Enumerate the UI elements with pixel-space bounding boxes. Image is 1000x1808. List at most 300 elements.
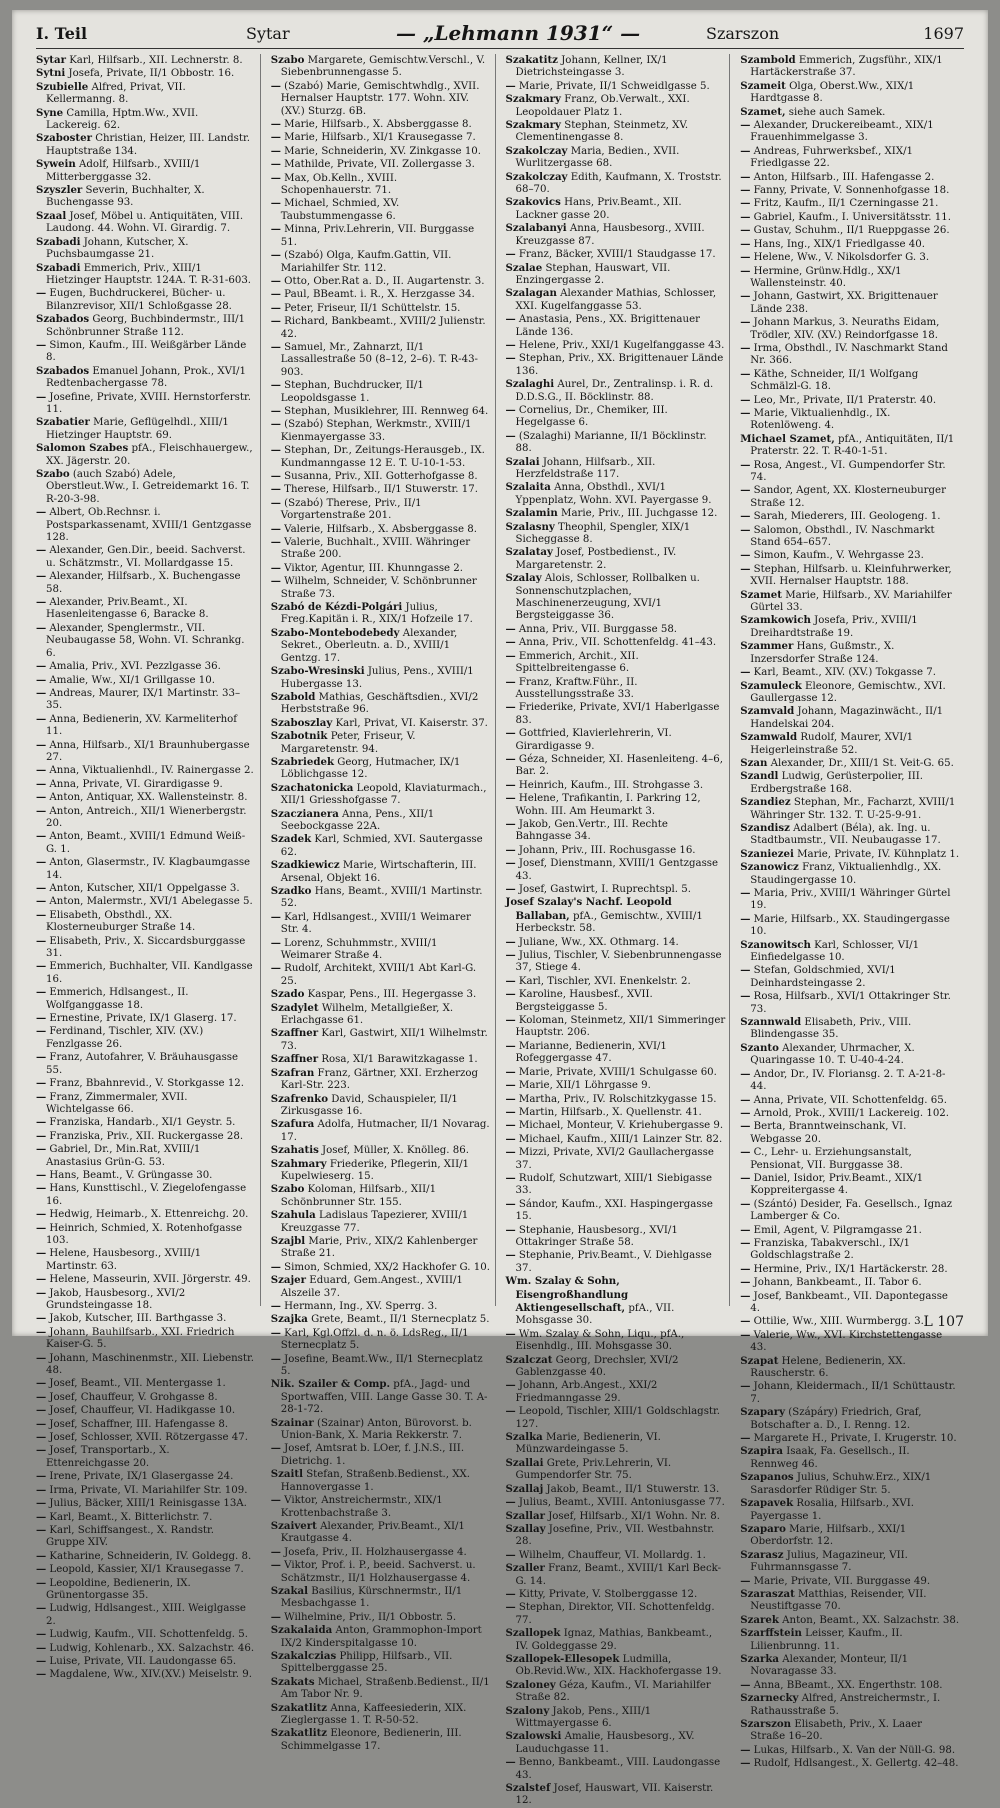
directory-entry [36, 1287, 256, 1313]
entry-details: Leopold, Tischler, XIII/1 Goldschlagstr. 127. [515, 1406, 721, 1430]
entry-details: Basilius, Kürschnermstr., II/1 Mesbachgasse 1. [280, 1585, 463, 1610]
directory-entry [740, 1172, 960, 1198]
directory-entry [740, 1692, 960, 1718]
entry-details: Camilla, Hptm.Ww., XVII. Lackereig. 62. [46, 107, 199, 132]
entry-details: Alexander, Hilfsarb., X. Buchengasse 58. [46, 571, 241, 595]
entry-details: Rudolf, Architekt, XVIII/1 Abt Karl-G. 25. [280, 963, 477, 987]
entry-name: Szarnecky [740, 1692, 799, 1705]
entry-name: — [36, 1523, 47, 1536]
entry-name: Szahmary [270, 1157, 327, 1170]
directory-entry [271, 1002, 491, 1028]
entry-name: — [505, 843, 516, 856]
entry-details: Maria, Priv., XVIII/1 Währinger Gürtel 19. [750, 888, 951, 912]
entry-name: Szan [740, 756, 768, 769]
entry-details: Elisabeth, Priv., VIII. Blindengasse 35. [750, 1017, 912, 1041]
directory-entry [506, 1730, 726, 1756]
entry-details: Amalie, Hausbesorg., XV. Lauduchgasse 11. [515, 1731, 695, 1755]
directory-entry [740, 1276, 960, 1289]
directory-entry [36, 1484, 256, 1497]
entry-name: — [36, 390, 47, 403]
entry-details: Julius, Bäcker, XIII/1 Reinisgasse 13A. [46, 1498, 247, 1510]
directory-entry [506, 1079, 726, 1092]
directory-entry [36, 935, 256, 961]
entry-name: — [36, 544, 47, 557]
entry-details: Salomon, Obsthdl., IV. Naschmarkt Stand 654–657. [750, 524, 935, 549]
page-number: 1697 [923, 24, 964, 43]
entry-name: Szapavek [740, 1497, 794, 1510]
directory-entry [506, 507, 726, 520]
directory-entry [271, 197, 491, 223]
entry-details: Gustav, Schuhm., II/1 Rueppgasse 26. [750, 225, 950, 237]
directory-entry [36, 54, 256, 67]
directory-entry [271, 444, 491, 470]
entry-details: Grete, Priv.Lehrerin, VI. Gumpendorfer Str. 75. [515, 1457, 672, 1482]
entry-name: Salomon Szabes [36, 442, 129, 455]
entry-details: Karl, Hdlsangest., XVIII/1 Weimarer Str. 4. [280, 911, 471, 936]
entry-name: — [505, 701, 516, 714]
directory-entry [506, 636, 726, 649]
entry-details: Lukas, Hilfsarb., X. Van der Nüll-G. 98. [750, 1744, 956, 1756]
directory-entry [36, 909, 256, 935]
entry-name: — [36, 686, 47, 699]
entry-name: — [505, 248, 516, 261]
directory-entry [740, 848, 960, 861]
entry-details: Amalia, Priv., XVI. Pezzlgasse 36. [46, 661, 221, 673]
entry-name: — [36, 908, 47, 921]
entry-name: Szamet, [740, 105, 786, 118]
entry-details: Irma, Obsthdl., IV. Naschmarkt Stand Nr. 366. [750, 342, 948, 367]
entry-details: Edith, Kaufmann, X. Troststr. 68–70. [515, 171, 722, 196]
directory-entry [271, 1378, 491, 1416]
entry-details: pfA., Jagd- und Sportwaffen, VIII. Lange Gasse 30. T. A-28-1-72. [280, 1379, 488, 1416]
column-3 [505, 54, 731, 1807]
entry-name: Szaboster [36, 132, 92, 145]
entry-name: — [505, 817, 516, 830]
directory-entry [271, 1274, 491, 1300]
entry-name: — [505, 352, 516, 365]
entry-details: Josef, Chauffeur, V. Grohgasse 8. [46, 1391, 218, 1403]
directory-entry [36, 570, 256, 596]
entry-details: Martha, Priv., IV. Rolschitzkygasse 15. [515, 1093, 717, 1105]
directory-entry [506, 171, 726, 197]
entry-name: — [36, 570, 47, 583]
directory-entry [506, 949, 726, 975]
entry-name: Szaffner [270, 1027, 319, 1040]
entry-name: Szabadi [36, 235, 81, 248]
entry-details: Josefa, Private, II/1 Obbostr. 16. [65, 68, 235, 80]
directory-entry [506, 1549, 726, 1562]
directory-entry [506, 248, 726, 261]
directory-entry [740, 1679, 960, 1692]
entry-name: Szabriedek [270, 755, 334, 768]
directory-entry [506, 222, 726, 248]
entry-details: Anna, Hilfsarb., XI/1 Braunhubergasse 27. [46, 739, 250, 763]
entry-name: — [270, 315, 281, 328]
entry-name: Szalka [505, 1431, 543, 1444]
entry-name: Szalay [505, 572, 542, 585]
entry-details: Marie, Priv., III. Juchgasse 12. [557, 508, 718, 520]
directory-entry [506, 818, 726, 844]
entry-name: Sytar [36, 54, 66, 66]
directory-entry [740, 1355, 960, 1381]
entry-name: — [36, 1483, 47, 1496]
directory-entry [506, 456, 726, 482]
entry-name: Szameit [740, 79, 786, 92]
directory-entry [271, 470, 491, 483]
entry-name: Szallaj [505, 1482, 544, 1495]
directory-entry [506, 1328, 726, 1354]
entry-details: Friederike, Pflegerin, XII/1 Kupelwieserg. 15. [280, 1158, 470, 1182]
entry-name: — [740, 341, 751, 354]
entry-name: — [740, 1197, 751, 1210]
entry-name: — [740, 237, 751, 250]
directory-entry [271, 1053, 491, 1066]
directory-entry [506, 80, 726, 93]
entry-details: Alexander, Uhrmacher, X. Quaringasse 10. T. U-40-4-24. [750, 1042, 915, 1067]
entry-details: Anton, Antreich., XII/1 Wienerbergstr. 20. [46, 805, 247, 829]
directory-entry [740, 563, 960, 589]
entry-details: Ferdinand, Tischler, XIV. (XV.) Fenzlgasse 26. [46, 1026, 204, 1050]
entry-details: Alexander, Dr., XIII/1 St. Veit-G. 65. [767, 757, 954, 769]
entry-name: — [270, 197, 281, 210]
entry-name: Szakatlitz [270, 1701, 328, 1714]
entry-details: Johann, Bankbeamt., II. Tabor 6. [750, 1277, 922, 1289]
entry-name: Szabó de Kézdi-Polgári [270, 601, 403, 614]
directory-entry [271, 808, 491, 834]
entry-name: — [270, 418, 281, 431]
directory-entry [740, 1718, 960, 1744]
entry-details: Wilhelmine, Priv., II/1 Obbostr. 5. [280, 1611, 457, 1623]
entry-details: Lorenz, Schuhmmstr., XVIII/1 Weimarer Straße 4. [280, 937, 438, 962]
entry-name: — [505, 1249, 516, 1262]
entry-name: — [505, 935, 516, 948]
directory-entry [740, 484, 960, 510]
directory-entry [740, 1744, 960, 1757]
entry-details: Johann, Bauhilfsarb., XXI. Friedrich Kaiser-G. 5. [46, 1326, 235, 1351]
directory-entry [271, 1093, 491, 1119]
entry-name: Szaller [505, 1562, 545, 1575]
entry-name: — [740, 1276, 751, 1289]
directory-entry [271, 1494, 491, 1520]
entry-name: — [270, 79, 281, 92]
entry-name: — [270, 936, 281, 949]
entry-details: Georg, Hutmacher, IX/1 Löblichgasse 12. [280, 756, 461, 781]
entry-details: Valerie, Buchhalt., XVIII. Währinger Straße 200. [280, 537, 471, 561]
directory-entry [36, 1352, 256, 1378]
entry-name: — [505, 1146, 516, 1159]
entry-name: Szarffstein [740, 1627, 802, 1640]
directory-entry [36, 468, 256, 506]
directory-entry [506, 287, 726, 313]
entry-name: Szabold [270, 690, 316, 703]
entry-name: — [740, 197, 751, 210]
directory-entry [506, 196, 726, 222]
entry-details: Josef, Postbedienst., IV. Margaretenstr. 2. [515, 547, 677, 571]
entry-details: Julius, Tischler, V. Siebenbrunnengasse 37, Stiege 4. [515, 950, 722, 974]
directory-entry [271, 275, 491, 288]
entry-details: Alexander, Priv.Beamt., XI. Hasenleitengasse 6, Baracke 8. [46, 597, 209, 621]
entry-name: Szalczat [505, 1353, 553, 1366]
entry-name: — [270, 171, 281, 184]
directory-entry [740, 680, 960, 706]
entry-details: Hermine, Priv., IX/1 Hartäckerstr. 28. [750, 1263, 948, 1275]
entry-name: Szakmary [505, 119, 561, 132]
directory-entry [271, 1183, 491, 1209]
directory-entry [740, 211, 960, 224]
entry-details: Isaak, Fa. Gesellsch., II. Rennweg 46. [750, 1446, 910, 1470]
entry-details: Simon, Kaufm., III. Weißgärber Lände 8. [46, 339, 247, 364]
directory-entry [740, 1445, 960, 1471]
entry-name: — [270, 288, 281, 301]
entry-details: Koloman, Hilfsarb., XII/1 Schönbrunner Str. 155. [280, 1184, 437, 1208]
directory-entry [506, 650, 726, 676]
entry-details: Helene, Priv., XXI/1 Kugelfanggasse 43. [515, 339, 725, 351]
entry-name: — [505, 1601, 516, 1614]
entry-details: Franz, Bbahnrevid., V. Storkgasse 12. [46, 1078, 245, 1090]
entry-name: Szanowicz [740, 861, 799, 874]
directory-entry [36, 442, 256, 468]
entry-details: Rudolf, Schutzwart, XIII/1 Siebigasse 33. [515, 1172, 713, 1197]
entry-name: — [270, 561, 281, 574]
entry-details: Franz, Autofahrer, V. Bräuhausgasse 55. [46, 1052, 239, 1076]
entry-name: Szamuleck [740, 679, 802, 692]
directory-entry [36, 339, 256, 365]
entry-name: — [36, 1628, 47, 1641]
entry-name: — [740, 1171, 751, 1184]
directory-entry [36, 1208, 256, 1221]
entry-details: Christian, Heizer, III. Landstr. Hauptstraße 134. [46, 133, 250, 157]
directory-entry [271, 249, 491, 275]
entry-name: — [740, 119, 751, 132]
directory-entry [740, 913, 960, 939]
entry-name: — [740, 170, 751, 183]
directory-entry [36, 1418, 256, 1431]
entry-name: — [36, 1325, 47, 1338]
entry-name: — [505, 622, 516, 635]
entry-details: Josef, Dienstmann, XVIII/1 Gentzgasse 43. [515, 858, 719, 882]
entry-name: Szarek [740, 1613, 779, 1626]
entry-name: Josef Szalay's Nachf. Leopold Ballaban, [505, 896, 672, 922]
entry-name: — [505, 1105, 516, 1118]
entry-name: — [270, 444, 281, 457]
entry-details: Emanuel Johann, Prok., XVI/1 Redtenbachergasse 78. [46, 365, 246, 390]
entry-details: Karl, Tischler, XVI. Enenkelstr. 2. [515, 975, 691, 987]
entry-name: Michael Szamet, [740, 432, 835, 445]
entry-name: Szalae [505, 261, 543, 274]
entry-name: Szandl [740, 770, 779, 783]
entry-name: — [36, 1025, 47, 1038]
entry-details: Fritz, Kaufm., II/1 Czerningasse 21. [750, 198, 939, 210]
entry-name: Szallar [505, 1509, 545, 1522]
entry-details: Stephan, Steinmetz, XV. Clementinengasse 8. [515, 120, 689, 144]
directory-entry [36, 1169, 256, 1182]
directory-entry [740, 316, 960, 342]
directory-entry [36, 1273, 256, 1286]
entry-name: — [740, 367, 751, 380]
entry-details: Rosa, XI/1 Barawitzkagasse 1. [318, 1054, 478, 1066]
entry-details: Elisabeth, Obsthdl., XX. Klosterneuburger Straße 14. [46, 909, 196, 934]
directory-entry [271, 288, 491, 301]
directory-entry [271, 1676, 491, 1702]
entry-details: siehe auch Samek. [785, 106, 886, 118]
entry-name: — [36, 287, 47, 300]
entry-details: Josef, Schlosser, XVII. Rötzergasse 47. [46, 1432, 248, 1444]
entry-details: Kaspar, Pens., III. Hegergasse 3. [304, 989, 477, 1001]
directory-entry [271, 937, 491, 963]
entry-name: — [36, 1576, 47, 1589]
directory-entry [740, 80, 960, 106]
entry-name: Szallay [505, 1522, 546, 1535]
directory-entry [740, 1757, 960, 1770]
entry-name: Szamet [740, 588, 782, 601]
entry-name: Szahula [270, 1209, 316, 1222]
directory-entry [740, 640, 960, 666]
entry-details: Karl, Schiffsangest., X. Randstr. Gruppe XIV. [46, 1524, 215, 1549]
entry-name: — [36, 1470, 47, 1483]
directory-entry [506, 753, 726, 779]
entry-details: Andreas, Fuhrwerksbef., XIX/1 Friedlgasse 22. [750, 145, 913, 170]
entry-details: Emmerich, Hdlsangest., II. Wolfganggasse 18. [46, 987, 189, 1011]
directory-entry [271, 601, 491, 627]
directory-entry [271, 118, 491, 131]
entry-details: Stephan, Buchdrucker, II/1 Leopoldsgasse 1. [280, 380, 424, 404]
directory-entry [36, 856, 256, 882]
directory-entry [271, 54, 491, 80]
entry-details: (Szabó) Therese, Priv., II/1 Vorgartenstraße 201. [280, 497, 422, 522]
entry-name: — [505, 1756, 516, 1769]
entry-details: Koloman, Steinmetz, XII/1 Simmeringer Hauptstr. 206. [515, 1015, 726, 1039]
entry-name: — [740, 393, 751, 406]
directory-entry [36, 1563, 256, 1576]
entry-name: — [36, 673, 47, 686]
directory-entry [271, 1300, 491, 1313]
entry-name: — [740, 1236, 751, 1249]
entry-name: — [270, 223, 281, 236]
entry-details: Elisabeth, Priv., X. Laaer Straße 16–20. [750, 1719, 923, 1743]
directory-entry [506, 701, 726, 727]
entry-details: Stephan, Dr., Zeitungs-Herausgeb., IX. Kundmanngasse 12 E. T. U-10-1-53. [280, 445, 485, 469]
entry-details: Julius, Magazineur, VII. Fuhrmannsgasse 7. [750, 1549, 908, 1574]
entry-name: — [505, 988, 516, 1001]
directory-entry [36, 1470, 256, 1483]
entry-name: Sywein [36, 158, 76, 171]
entry-name: Szaczianera [270, 807, 339, 820]
entry-details: Marie, Private, VII. Burggasse 49. [750, 1575, 931, 1587]
entry-name: — [740, 549, 751, 562]
entry-details: (Szabó) Stephan, Werkmstr., XVIII/1 Kienmayergasse 33. [280, 419, 472, 443]
directory-entry [740, 1432, 960, 1445]
entry-details: Anton, Beamt., XVIII/1 Edmund Weiß-G. 1. [46, 831, 246, 855]
directory-entry [271, 885, 491, 911]
entry-details: Eleonore, Bedienerin, III. Schimmelgasse 17. [280, 1728, 462, 1752]
entry-details: Rudolf, Hdlsangest., X. Gellertg. 42–48. [750, 1758, 959, 1770]
entry-name: — [505, 1132, 516, 1145]
directory-entry [740, 1406, 960, 1432]
entry-details: Anna, Kaffeesiederin, XIX. Zieglergasse 1. T. R-50-52. [280, 1702, 467, 1726]
entry-name: Szakats [270, 1675, 315, 1688]
entry-details: Josef, Chauffeur, VI. Hadikgasse 10. [46, 1405, 236, 1417]
entry-details: Franz, Kraftw.Führ., II. Ausstellungsstraße 33. [515, 676, 638, 700]
entry-details: Maria, Bedien., XVII. Wurlitzergasse 68. [515, 145, 680, 170]
directory-entry [506, 1093, 726, 1106]
entry-details: Anton, Beamt., XX. Salzachstr. 38. [778, 1614, 960, 1626]
entry-name: — [36, 1051, 47, 1064]
directory-entry [271, 1144, 491, 1157]
entry-details: Wilhelm, Chauffeur, VI. Mollardg. 1. [515, 1549, 706, 1561]
entry-name: — [505, 949, 516, 962]
entry-name: Szalabanyi [505, 222, 567, 235]
entry-name: — [740, 184, 751, 197]
directory-entry [740, 1016, 960, 1042]
directory-entry [506, 1483, 726, 1496]
entry-details: Johann, Hilfsarb., XII. Herzfeldstraße 117. [515, 456, 656, 480]
entry-name: Szaal [36, 209, 67, 222]
entry-details: Eugen, Buchdruckerei, Bücher- u. Bilanzrevisor, XII/1 Schloßgasse 28. [46, 288, 232, 312]
entry-name: — [36, 882, 47, 894]
entry-details: Juliane, Ww., XX. Othmarg. 14. [515, 936, 679, 948]
entry-details: Anna, Priv., VII. Schottenfeldg. 41–43. [515, 637, 717, 649]
directory-entry [36, 1377, 256, 1390]
entry-details: Rosa, Angest., VI. Gumpendorfer Str. 74. [750, 459, 946, 483]
directory-entry [740, 145, 960, 171]
directory-entry [271, 756, 491, 782]
directory-entry [740, 54, 960, 80]
entry-details: Cornelius, Dr., Chemiker, III. Hegelgasse 6. [515, 404, 668, 429]
entry-name: Szalaita [505, 481, 551, 494]
directory-entry [740, 1588, 960, 1614]
directory-entry [506, 1106, 726, 1119]
entry-details: Johann, Kellner, IX/1 Dietrichsteingasse 3. [515, 55, 668, 79]
directory-entry [36, 81, 256, 107]
entry-details: Karl, Schmied, XVI. Sautergasse 62. [280, 834, 483, 858]
entry-details: Stephan, Direktor, VII. Schottenfeldg. 77. [515, 1602, 715, 1626]
entry-details: Magdalene, Ww., XIV.(XV.) Meiselstr. 9. [46, 1669, 252, 1681]
entry-name: Szalowski [505, 1730, 562, 1743]
directory-entry [506, 1653, 726, 1679]
entry-name: Szarka [740, 1652, 780, 1665]
directory-entry [36, 1511, 256, 1524]
directory-entry [740, 171, 960, 184]
entry-name: Szamwald [740, 731, 798, 744]
directory-entry [36, 739, 256, 765]
entry-details: Eleonore, Gemischtw., XVI. Gaullergasse 12. [750, 680, 946, 704]
entry-name: Szabatier [36, 416, 90, 429]
directory-entry [740, 433, 960, 459]
directory-entry [506, 1198, 726, 1224]
entry-details: Josef, Gastwirt, I. Ruprechtspl. 5. [515, 884, 691, 895]
entry-name: Szabo [270, 54, 305, 66]
directory-entry [506, 1379, 726, 1405]
entry-details: Anna, Priv., VII. Burggasse 58. [515, 623, 678, 635]
entry-name: Szado [270, 988, 305, 1001]
entry-name: Szammer [740, 640, 794, 653]
entry-name: — [740, 1289, 751, 1302]
entry-name: — [505, 675, 516, 688]
entry-name: — [505, 1405, 516, 1418]
directory-entry [740, 1042, 960, 1068]
directory-entry [36, 960, 256, 986]
entry-details: Stephan, Musiklehrer, III. Rennweg 64. [280, 405, 489, 417]
entry-details: Susanna, Priv., XII. Gotterhofgasse 8. [280, 471, 478, 482]
entry-details: Jakob, Beamt., II/1 Stuwerstr. 13. [543, 1483, 720, 1495]
entry-details: Friederike, Private, XVI/1 Haberlgasse 83. [515, 702, 720, 726]
directory-entry [740, 407, 960, 433]
entry-details: Matthias, Reisender, VII. Neustiftgasse 70. [750, 1588, 927, 1613]
entry-name: Szarszon [740, 1718, 792, 1730]
entry-name: — [740, 264, 751, 277]
entry-details: Berta, Branntweinschank, VI. Webgasse 20. [750, 1121, 907, 1145]
directory-entry [740, 368, 960, 394]
